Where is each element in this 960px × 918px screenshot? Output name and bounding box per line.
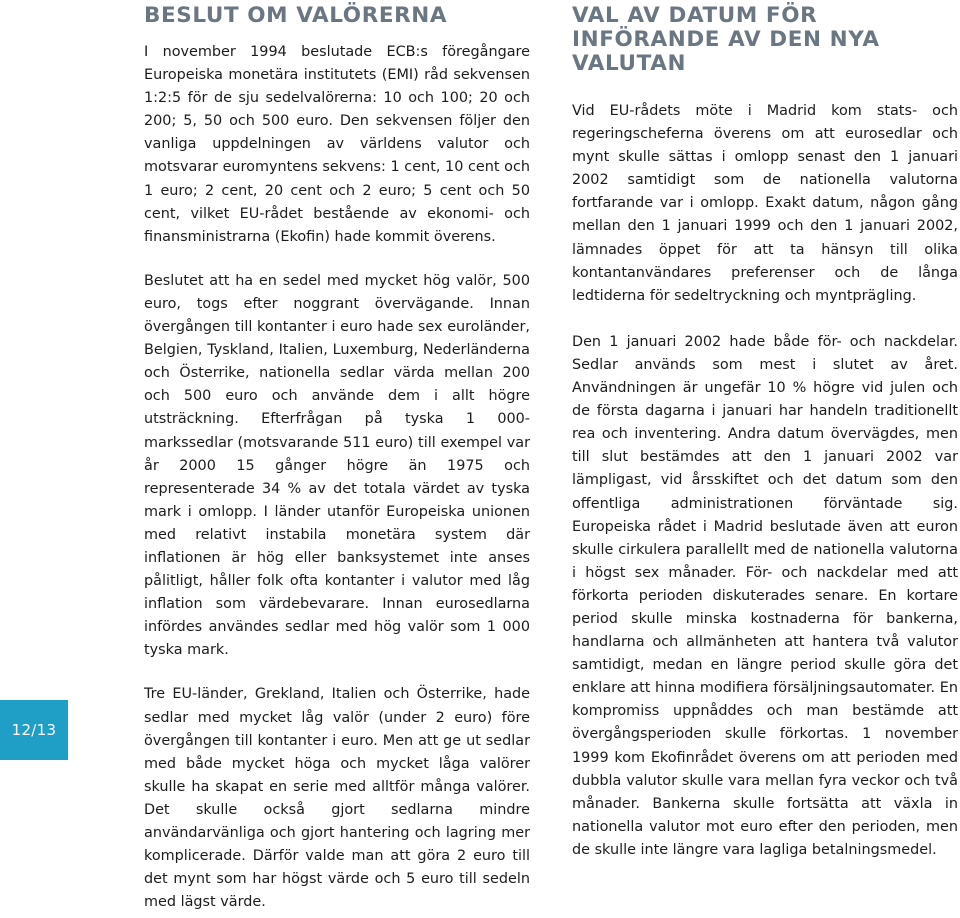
page-number-tab <box>0 700 68 760</box>
page-number: 12/13 <box>11 721 57 739</box>
page-margin <box>0 0 103 918</box>
paragraph: I november 1994 beslutade ECB:s föregångare Europeiska monetära institutets (EMI) råd sekvensen 1:2:5 för de sju sedelvalörerna: 10 och 100; 20 och 200; 5, 50 och 500 euro. Den sekvensen följer den vanliga uppdelningen av världens valutor och motsvarar euromyntens sekvens: 1 cent, 10 cent och 1 euro; 2 cent, 20 cent och 2 euro; 5 cent och 50 cent, vilket EU-rådet bestående av ekonomi- och finansministrarna (Ekofin) hade kommit överens. <box>144 44 530 245</box>
paragraph: Tre EU-länder, Grekland, Italien och Österrike, hade sedlar med mycket låg valör (under 2 euro) före övergången till kontanter i euro. Men att ge ut sedlar med både mycket höga och mycket låga valörer skulle ha skapat en serie med alltför många valörer. Det skulle också gjort sedlarna mindre användarvänliga och gjort hantering och lagring mer komplicerade. Därför valde man att göra 2 euro till det mynt som har högst värde och 5 euro till sedeln med lägst värde. <box>144 686 530 911</box>
paragraph: Beslutet att ha en sedel med mycket hög valör, 500 euro, togs efter noggrant övervägande. Innan övergången till kontanter i euro hade sex euroländer, Belgien, Tyskland, Italien, Luxemburg, Nederländerna och Österrike, nationella sedlar värda mellan 200 och 500 euro och använde dem i allt högre utsträckning. Efterfrågan på tyska 1 000-markssedlar (motsvarande 511 euro) till exempel var år 2000 15 gånger högre än 1975 och representerade 34 % av det totala värdet av tyska mark i omlopp. I länder utanför Europeiska unionen med relativt instabila monetära system där inflationen är hög eller banksystemet inte anses pålitligt, håller folk ofta kontanter i valutor med låg inflation som värdebevarare. Innan eurosedlarna infördes användes sedlar med hög valör som 1 000 tyska mark. <box>144 272 530 659</box>
right-column <box>572 4 958 862</box>
section-heading-introduction-date: VAL AV DATUM FÖR INFÖRANDE AV DEN NYA VALUTAN <box>572 3 880 76</box>
paragraph: Vid EU-rådets möte i Madrid kom stats- och regeringscheferna överens om att eurosedlar och mynt skulle sättas i omlopp senast den 1 januari 2002 samtidigt som de nationella valutorna fortfarande var i omlopp. Exakt datum, någon gång mellan den 1 januari 1999 och den 1 januari 2002, lämnades öppet för att ta hänsyn till olika kontantanvändares preferenser och de långa ledtiderna för sedeltryckning och myntprägling. <box>572 103 958 304</box>
paragraph: Den 1 januari 2002 hade både för- och nackdelar. Sedlar används som mest i slutet av året. Användningen är ungefär 10 % högre vid julen och de första dagarna i januari har handeln traditionellt rea och inventering. Andra datum övervägdes, men till slut bestämdes att den 1 januari 2002 var lämpligast, vid årsskiftet och det datum som den offentliga administrationen förväntade sig. Europeiska rådet i Madrid beslutade även att euron skulle cirkulera parallellt med de nationella valutorna i högst sex månader. För- och nackdelar med att förkorta perioden diskuterades senare. En kortare period skulle minska kostnaderna för bankerna, handlarna och allmänheten att hantera två valutor samtidigt, medan en längre period skulle göra det enklare att hinna modifiera försäljningsautomater. En kompromiss uppnåddes och man bestämde att övergångsperioden skulle förkortas. 1 november 1999 kom Ekofinrådet överens om att perioden med dubbla valutor skulle vara mellan fyra veckor och två månader. Bankerna skulle fortsätta att växla in nationella valutor mot euro efter den perioden, men de skulle inte längre vara lagliga betalningsmedel. <box>572 333 958 858</box>
left-column <box>144 4 530 914</box>
section-heading-denominations: BESLUT OM VALÖRERNA <box>144 3 448 28</box>
